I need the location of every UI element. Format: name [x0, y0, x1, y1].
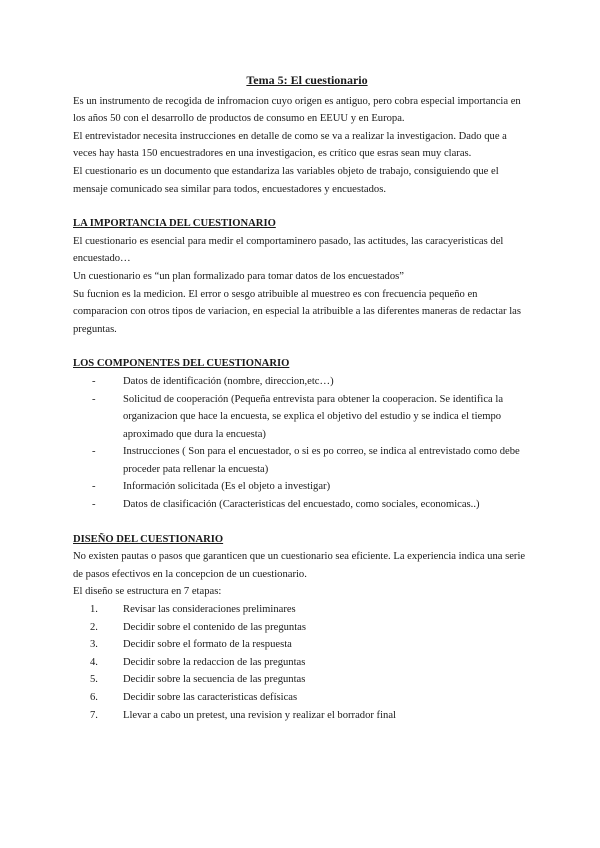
step-text: Revisar las consideraciones preliminares	[123, 604, 296, 616]
step-text: Decidir sobre el formato de la respuesta	[123, 639, 292, 651]
step-text: Decidir sobre la secuencia de las preguntas	[123, 674, 306, 686]
intro-paragraph: El cuestionario es un documento que estandariza las variables objeto de trabajo, consiguiendo que el mensaje comunicado sea similar para todos, encuestadores y encuestados.	[73, 165, 499, 195]
step-number: 4.	[90, 656, 98, 668]
document-title: Tema 5: El cuestionario	[246, 73, 368, 87]
list-item: - Datos de identificación (nombre, direccion,etc…)	[123, 373, 533, 391]
list-item	[90, 619, 533, 637]
step-number: 3.	[90, 639, 98, 651]
componentes-list	[73, 373, 533, 514]
list-item	[90, 707, 533, 725]
step-text: Llevar a cabo un pretest, una revision y realizar el borrador final	[123, 709, 396, 721]
diseno-paragraph: El diseño se estructura en 7 etapas:	[73, 586, 222, 598]
intro-paragraph: El entrevistador necesita instrucciones en detalle de como se va a realizar la investigacion. Dado que a veces hay hasta 150 encuestradores en una investigacion, es crítico que esras sean muy claras.	[73, 130, 507, 160]
step-text: Decidir sobre las caracteristicas defísicas	[123, 692, 298, 703]
list-item: - Datos de clasificación (Caracteristicas del encuestado, como sociales, economicas..)	[123, 496, 533, 514]
step-number: 5.	[90, 674, 98, 686]
list-item	[90, 654, 533, 672]
section-heading-componentes: LOS COMPONENTES DEL CUESTIONARIO	[73, 358, 290, 370]
intro-paragraph: Es un instrumento de recogida de infromacion cuyo origen es antiguo, pero cobra especial importancia en los años 50 con el desarrollo de productos de consumo en EEUU y en Europa.	[73, 95, 521, 125]
list-item	[90, 601, 533, 619]
step-text: Decidir sobre el contenido de las preguntas	[123, 621, 306, 633]
list-item: - Solicitud de cooperación (Pequeña entrevista para obtener la cooperacion. Se identifica la organizacion que hace la encuesta, se explica el objetivo del estudio y se indica el tiempo aproximado que dura la encuesta)	[123, 391, 533, 444]
importancia-paragraph: Un cuestionario es “un plan formalizado para tomar datos de los encuestados”	[73, 270, 404, 282]
list-item	[90, 671, 533, 689]
list-item	[90, 689, 533, 707]
section-heading-diseno: DISEÑO DEL CUESTIONARIO	[73, 533, 224, 545]
section-heading-importancia: LA IMPORTANCIA DEL CUESTIONARIO	[73, 218, 276, 230]
importancia-paragraph: El cuestionario es esencial para medir el comportaminero pasado, las actitudes, las caracyeristicas del encuestado…	[73, 235, 504, 265]
step-number: 1.	[90, 604, 98, 616]
step-number: 2.	[90, 621, 98, 633]
list-item: - Información solicitada (Es el objeto a investigar)	[123, 478, 533, 496]
step-number: 6.	[90, 692, 98, 703]
list-item: - Instrucciones ( Son para el encuestador, o si es po correo, se indica al entrevistado como debe proceder pata rellenar la encuesta)	[123, 443, 533, 478]
document-page	[73, 72, 533, 724]
diseno-paragraph: No existen pautas o pasos que garanticen que un cuestionario sea eficiente. La experiencia indica una serie de pasos efectivos en la concepcion de un cuestionario.	[73, 551, 526, 580]
step-text: Decidir sobre la redaccion de las preguntas	[123, 656, 306, 668]
list-item	[90, 636, 533, 654]
diseno-steps-list	[73, 601, 533, 724]
importancia-paragraph: Su fucnion es la medicion. El error o sesgo atribuible al muestreo es con frecuencia pequeño en comparacion con otros tipos de variacion, en especial la atribuible a las diferentes maneras de redactar las preguntas.	[73, 288, 521, 335]
step-number: 7.	[90, 709, 98, 721]
